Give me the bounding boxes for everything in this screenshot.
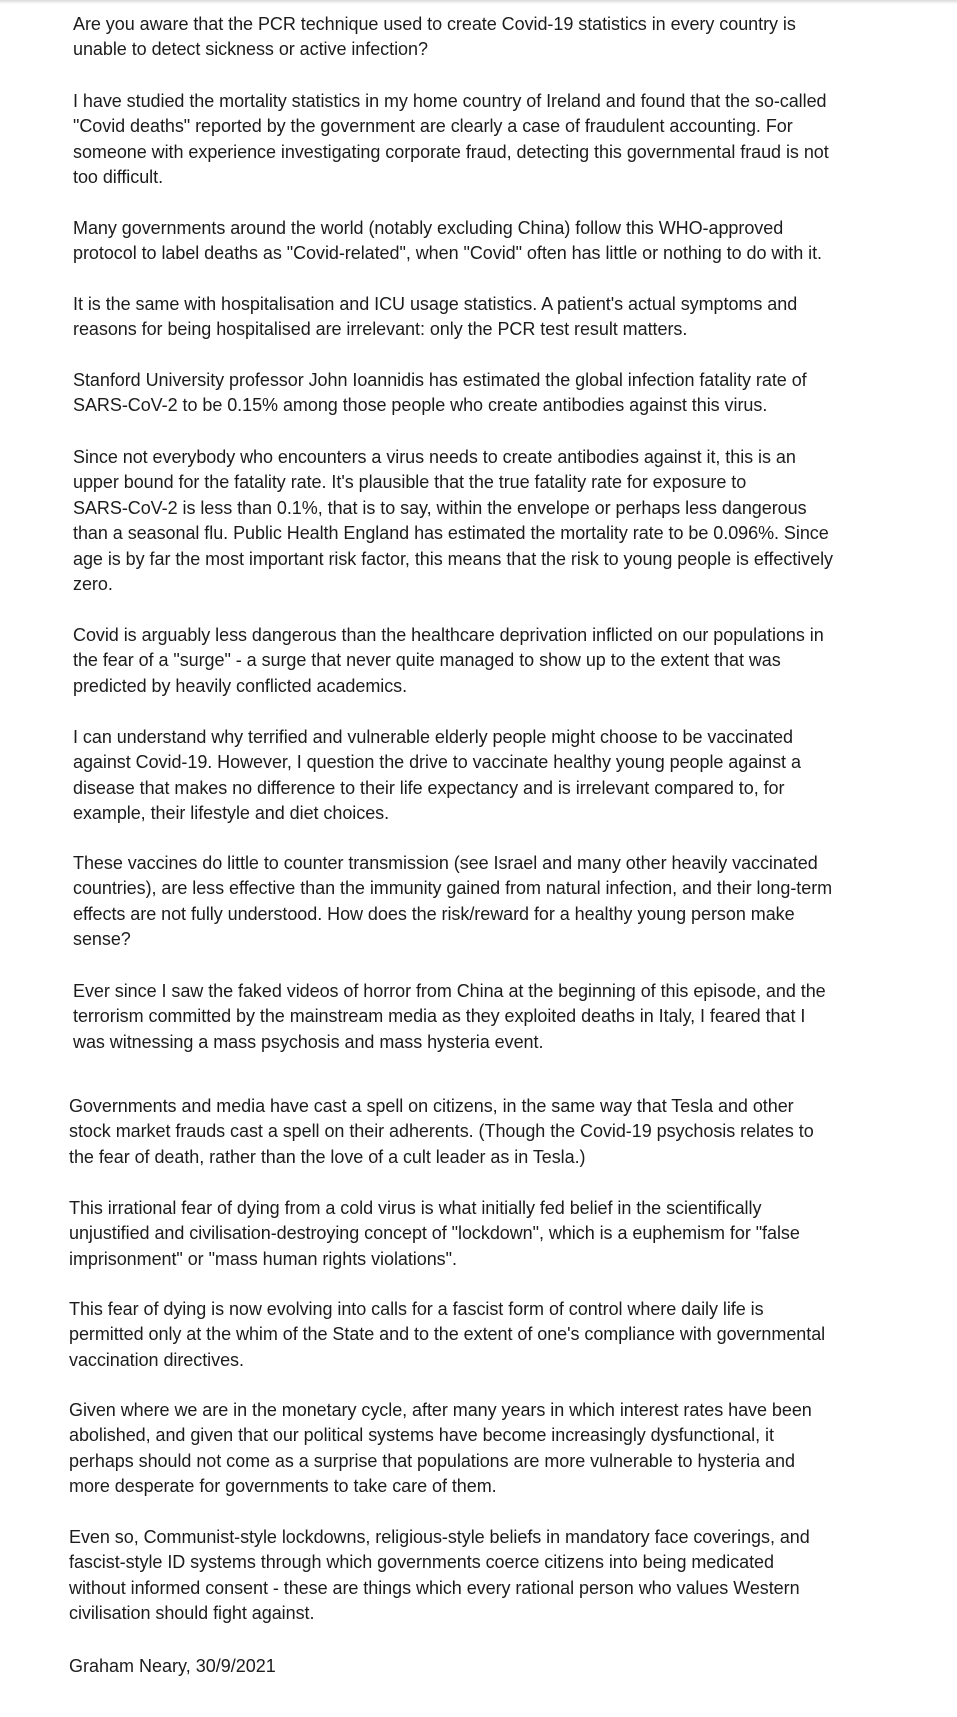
paragraph-ioannidis: Stanford University professor John Ioannidis has estimated the global infection fatality rate of SARS-CoV-2 to be 0.15% among those people who create antibodies against this virus. — [73, 370, 807, 416]
paragraph-healthcare-deprivation: Covid is arguably less dangerous than the healthcare deprivation inflicted on our populations in the fear of a "surge" - a surge that never quite managed to show up to the extent that was predicted by heavily conflicted academics. — [73, 625, 824, 696]
paragraph-who-protocol: Many governments around the world (notably excluding China) follow this WHO-approved protocol to label deaths as "Covid-related", when "Covid" often has little or nothing to do with it. — [73, 218, 822, 264]
paragraph-hospitalisation: It is the same with hospitalisation and ICU usage statistics. A patient's actual symptoms and reasons for being hospitalised are irrelevant: only the PCR test result matters. — [73, 294, 798, 340]
paragraph-vaccine-transmission: These vaccines do little to counter transmission (see Israel and many other heavily vaccinated countries), are less effective than the immunity gained from natural infection, and their long-term effects are not fully understood. How does the risk/reward for a healthy young person make sense? — [73, 853, 833, 950]
paragraph-pcr-question: Are you aware that the PCR technique used to create Covid-19 statistics in every country is unable to detect sickness or active infection? — [73, 14, 796, 60]
paragraph-lockdown: This irrational fear of dying from a cold virus is what initially fed belief in the scientifically unjustified and civilisation-destroying concept of "lockdown", which is a euphemism for "false imprisonment" or "mass human rights violations". — [69, 1198, 800, 1269]
paragraph-conclusion: Even so, Communist-style lockdowns, religious-style beliefs in mandatory face coverings, and fascist-style ID systems through which governments coerce citizens into being medicated without informed consent - these are things which every rational person who values Western civilisation should fight against. — [69, 1527, 810, 1624]
paragraph-monetary-cycle: Given where we are in the monetary cycle, after many years in which interest rates have been abolished, and given that our political systems have become increasingly dysfunctional, it perhaps should not come as a surprise that populations are more vulnerable to hysteria and more desperate for governments to take care of them. — [69, 1400, 812, 1497]
paragraph-mass-psychosis: Ever since I saw the faked videos of horror from China at the beginning of this episode, and the terrorism committed by the mainstream media as they exploited deaths in Italy, I feared that I was witnessing a mass psychosis and mass hysteria event. — [73, 981, 826, 1052]
paragraph-fascist-control: This fear of dying is now evolving into calls for a fascist form of control where daily life is permitted only at the whim of the State and to the extent of one's compliance with governmental vaccination directives. — [69, 1299, 826, 1370]
paragraph-fatality-rate: Since not everybody who encounters a virus needs to create antibodies against it, this is an upper bound for the fatality rate. It's plausible that the true fatality rate for exposure to SARS-CoV-2 is less than 0.1%, that is to say, within the envelope or perhaps less dangerous than a seasonal flu. Public Health England has estimated the mortality rate to be 0.096%. Since age is by far the most important risk factor, this means that the risk to young people is effectively zero. — [73, 447, 833, 595]
signature-line: Graham Neary, 30/9/2021 — [69, 1656, 276, 1676]
paragraph-vaccination-young: I can understand why terrified and vulnerable elderly people might choose to be vaccinated against Covid-19. However, I question the drive to vaccinate healthy young people against a disease that makes no difference to their life expectancy and is irrelevant compared to, for example, their lifestyle and diet choices. — [73, 727, 801, 824]
paragraph-spell-on-citizens: Governments and media have cast a spell on citizens, in the same way that Tesla and other stock market frauds cast a spell on their adherents. (Though the Covid-19 psychosis relates to the fear of death, rather than the love of a cult leader as in Tesla.) — [69, 1096, 814, 1167]
paragraph-ireland-statistics: I have studied the mortality statistics in my home country of Ireland and found that the so-called "Covid deaths" reported by the government are clearly a case of fraudulent accounting. For someone with experience investigating corporate fraud, detecting this governmental fraud is not too difficult. — [73, 91, 829, 188]
